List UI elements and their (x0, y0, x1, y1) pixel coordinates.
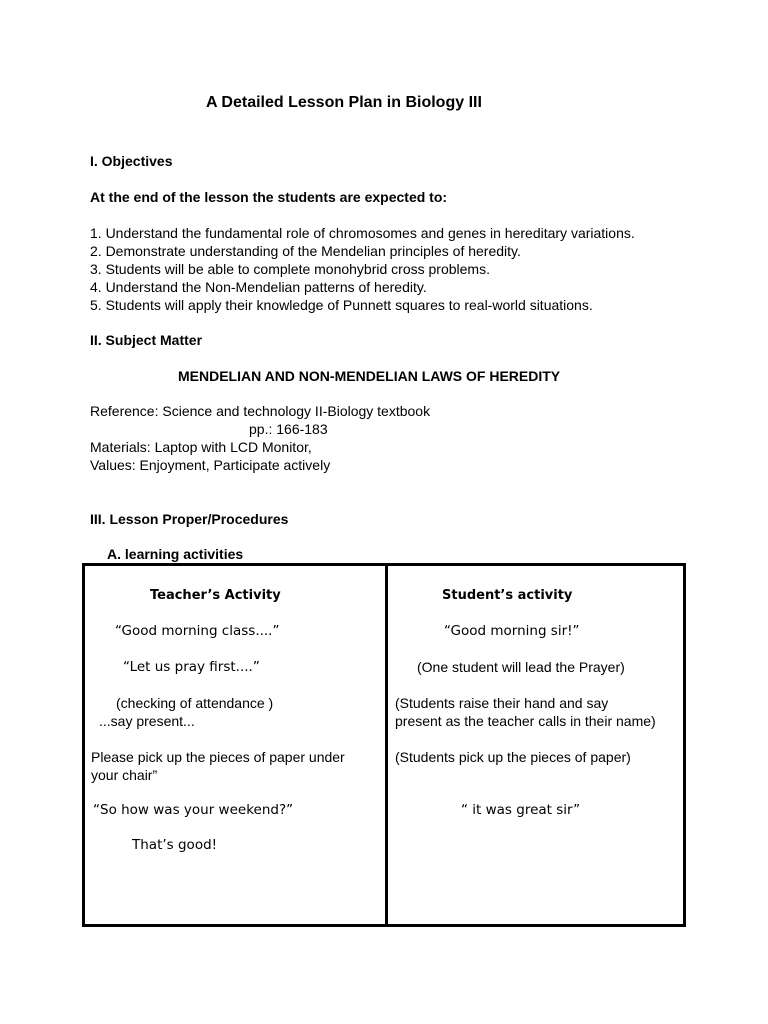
objectives-heading: I. Objectives (90, 153, 173, 169)
student-line: (One student will lead the Prayer) (417, 659, 625, 675)
objective-item-5: 5. Students will apply their knowledge of Punnett squares to real-world situations. (90, 297, 593, 313)
objective-item-2: 2. Demonstrate understanding of the Mendelian principles of heredity. (90, 243, 521, 259)
teacher-line: “Good morning class....” (115, 623, 280, 639)
learning-activities-heading: A. learning activities (107, 546, 244, 562)
teacher-line: Please pick up the pieces of paper under (91, 749, 345, 765)
student-line: (Students pick up the pieces of paper) (395, 749, 631, 765)
student-line: “ it was great sir” (461, 802, 581, 818)
lesson-proper-heading: III. Lesson Proper/Procedures (90, 511, 289, 527)
objective-item-1: 1. Understand the fundamental role of chromosomes and genes in hereditary variations. (90, 225, 635, 241)
objective-item-4: 4. Understand the Non-Mendelian patterns of heredity. (90, 279, 427, 295)
reference-line: Reference: Science and technology II-Biology textbook (90, 403, 431, 419)
materials-line: Materials: Laptop with LCD Monitor, (90, 439, 312, 455)
student-line: (Students raise their hand and say (395, 695, 609, 711)
teacher-line: “Let us pray first....” (123, 659, 260, 675)
objective-item-3: 3. Students will be able to complete monohybrid cross problems. (90, 261, 490, 277)
activities-table (82, 563, 686, 927)
teacher-line: That’s good! (132, 837, 218, 853)
teacher-line: “So how was your weekend?” (93, 802, 294, 818)
student-activity-header: Student’s activity (442, 588, 573, 603)
subject-matter-heading: II. Subject Matter (90, 332, 203, 348)
teacher-line: ...say present... (99, 713, 195, 729)
teacher-line: (checking of attendance ) (116, 695, 274, 711)
objectives-intro: At the end of the lesson the students are expected to: (90, 189, 448, 205)
pages-line: pp.: 166-183 (249, 421, 328, 437)
document-title: A Detailed Lesson Plan in Biology III (206, 94, 482, 111)
student-line: “Good morning sir!” (444, 623, 580, 639)
teacher-activity-header: Teacher’s Activity (150, 588, 281, 603)
teacher-line: your chair” (91, 767, 158, 783)
subject-topic: MENDELIAN AND NON-MENDELIAN LAWS OF HEREDITY (178, 368, 561, 384)
table-divider (385, 566, 388, 924)
student-line: present as the teacher calls in their name) (395, 713, 656, 729)
values-line: Values: Enjoyment, Participate actively (90, 457, 331, 473)
